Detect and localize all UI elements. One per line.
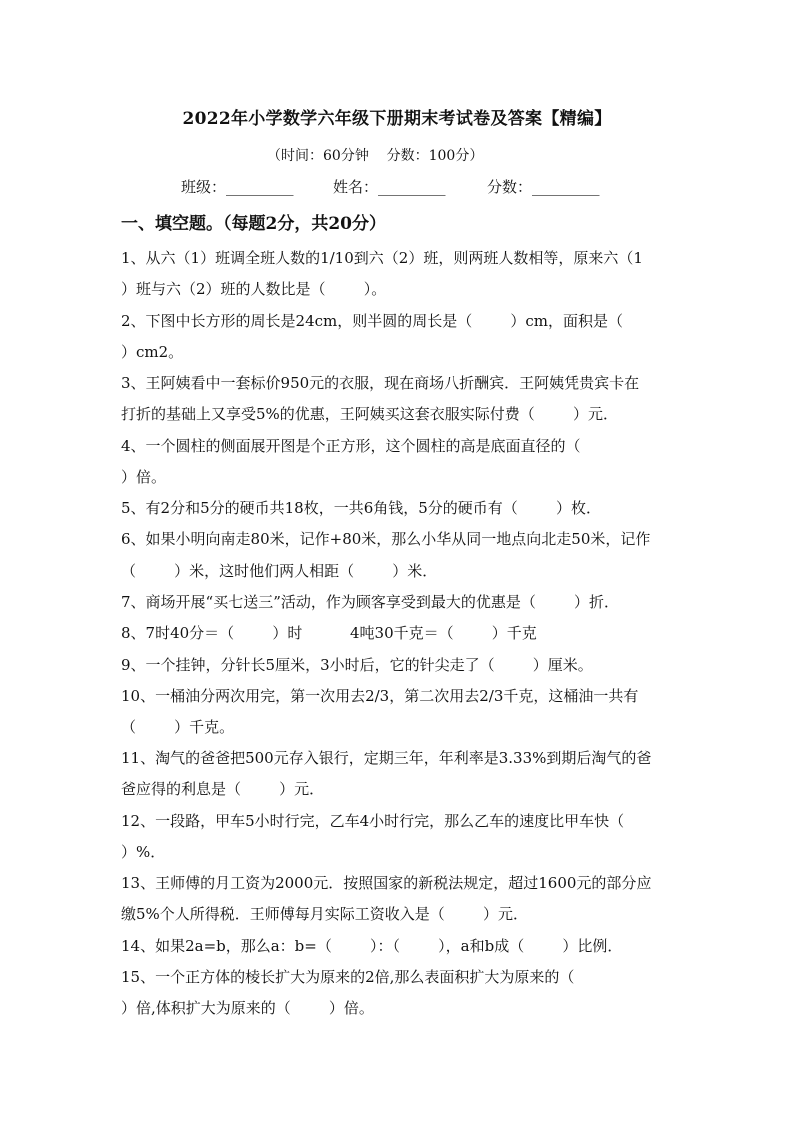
- question-line: 打折的基础上又享受5%的优惠，王阿姨买这套衣服实际付费（ ）元．: [121, 405, 618, 423]
- question-line: 4、一个圆柱的侧面展开图是个正方形，这个圆柱的高是底面直径的（: [121, 437, 581, 455]
- question-line: 9、一个挂钟，分针长5厘米，3小时后，它的针尖走了（ ）厘米。: [121, 656, 593, 674]
- question-line: 15、一个正方体的棱长扩大为原来的2倍,那么表面积扩大为原来的（: [121, 968, 575, 986]
- question-line: （ ）米，这时他们两人相距（ ）米．: [121, 562, 438, 580]
- section-heading: 一、填空题。（每题2分，共20分）: [121, 214, 386, 234]
- question-line: 10、一桶油分两次用完，第一次用去2/3，第二次用去2/3千克，这桶油一共有: [121, 687, 639, 705]
- question-line: 8、7时40分＝（ ）时 4吨30千克＝（ ）千克: [121, 624, 537, 642]
- question-line: 11、淘气的爸爸把500元存入银行，定期三年，年利率是3.33%到期后淘气的爸: [121, 749, 652, 767]
- question-line: 7、商场开展“买七送三”活动，作为顾客享受到最大的优惠是（ ）折．: [121, 593, 620, 611]
- question-line: ）%．: [121, 843, 166, 861]
- question-line: 6、如果小明向南走80米，记作+80米，那么小华从同一地点向北走50米，记作: [121, 530, 651, 548]
- class-field-label: 班级：_________: [181, 178, 294, 196]
- score-field-label: 分数：_________: [487, 178, 600, 196]
- question-line: 2、下图中长方形的周长是24cm，则半圆的周长是（ ）cm，面积是（: [121, 312, 624, 330]
- question-line: 14、如果2a=b，那么a：b=（ ）：（ ），a和b成（ ）比例．: [121, 937, 623, 955]
- name-field-label: 姓名：_________: [333, 178, 446, 196]
- question-line: 爸应得的利息是（ ）元．: [121, 780, 325, 798]
- question-line: ）cm2。: [121, 343, 184, 361]
- question-line: 1、从六（1）班调全班人数的1/10到六（2）班，则两班人数相等，原来六（1: [121, 249, 643, 267]
- question-line: 5、有2分和5分的硬币共18枚，一共6角钱，5分的硬币有（ ）枚．: [121, 499, 601, 517]
- page-title: 2022年小学数学六年级下册期末考试卷及答案【精编】: [182, 109, 612, 129]
- question-line: 12、一段路，甲车5小时行完，乙车4小时行完，那么乙车的速度比甲车快（: [121, 812, 625, 830]
- question-line: ）倍。: [121, 468, 167, 486]
- question-line: 13、王师傅的月工资为2000元．按照国家的新税法规定，超过1600元的部分应: [121, 874, 652, 892]
- exam-time-score: （时间：60分钟 分数：100分）: [267, 148, 484, 164]
- question-line: ）倍,体积扩大为原来的（ ）倍。: [121, 999, 374, 1017]
- question-line: ）班与六（2）班的人数比是（ ）。: [121, 280, 387, 298]
- question-line: 缴5%个人所得税．王师傅每月实际工资收入是（ ）元．: [121, 905, 528, 923]
- question-line: 3、王阿姨看中一套标价950元的衣服，现在商场八折酬宾．王阿姨凭贵宾卡在: [121, 374, 640, 392]
- question-line: （ ）千克。: [121, 718, 235, 736]
